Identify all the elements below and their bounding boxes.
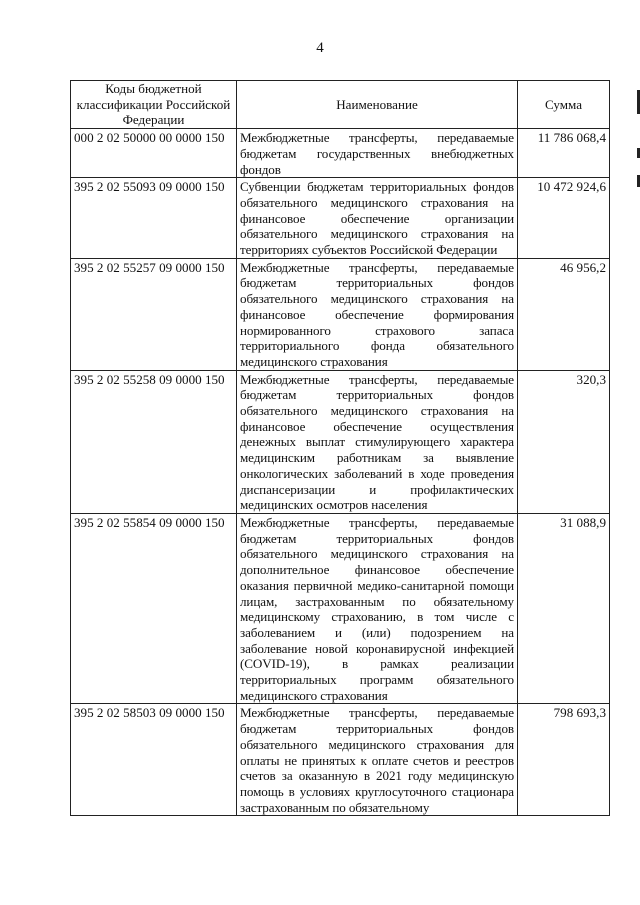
table-row <box>71 370 610 513</box>
table-row <box>71 513 610 703</box>
budget-table <box>70 80 610 816</box>
table-row <box>71 178 610 259</box>
table-row <box>71 704 610 816</box>
row-name: Межбюджетные трансферты, передаваемые бюджетам государственных внебюджетных фондов <box>237 129 518 178</box>
row-sum: 46 956,2 <box>518 258 610 370</box>
row-sum: 11 786 068,4 <box>518 129 610 178</box>
row-name: Межбюджетные трансферты, передаваемые бюджетам территориальных фондов обязательного медицинского страхования на дополнительное финансовое обеспечение оказания первичной медико-санитарной помощи лицам, застрахованным по обязательному медицинскому страхованию, в том числе с заболеванием и (или) подозрением на заболевание новой коронавирусной инфекцией (COVID-19), в рамках реализации территориальных программ обязательного медицинского страхования <box>237 513 518 703</box>
header-code: Коды бюджетной классификации Российской Федерации <box>71 81 237 129</box>
row-sum: 320,3 <box>518 370 610 513</box>
header-sum: Сумма <box>518 81 610 129</box>
page-number: 4 <box>316 40 324 56</box>
table-header-row <box>71 81 610 129</box>
row-name: Межбюджетные трансферты, передаваемые бюджетам территориальных фондов обязательного медицинского страхования на финансовое обеспечение формирования нормированного страхового запаса территориального фонда обязательного медицинского страхования <box>237 258 518 370</box>
table-row <box>71 129 610 178</box>
row-sum: 31 088,9 <box>518 513 610 703</box>
row-code: 395 2 02 55257 09 0000 150 <box>71 258 237 370</box>
row-code: 000 2 02 50000 00 0000 150 <box>71 129 237 178</box>
row-sum: 798 693,3 <box>518 704 610 816</box>
header-name: Наименование <box>237 81 518 129</box>
row-name: Межбюджетные трансферты, передаваемые бюджетам территориальных фондов обязательного медицинского страхования на финансовое обеспечение осуществления денежных выплат стимулирующего характера медицинским работникам за выявление онкологических заболеваний в ходе проведения диспансеризации и профилактических медицинских осмотров населения <box>237 370 518 513</box>
row-name: Субвенции бюджетам территориальных фондов обязательного медицинского страхования на финансовое обеспечение организации обязательного медицинского страхования на территориях субъектов Российской Федерации <box>237 178 518 259</box>
row-code: 395 2 02 55258 09 0000 150 <box>71 370 237 513</box>
row-code: 395 2 02 55093 09 0000 150 <box>71 178 237 259</box>
row-code: 395 2 02 58503 09 0000 150 <box>71 704 237 816</box>
table-row <box>71 258 610 370</box>
row-code: 395 2 02 55854 09 0000 150 <box>71 513 237 703</box>
row-name: Межбюджетные трансферты, передаваемые бюджетам территориальных фондов обязательного медицинского страхования для оплаты не принятых к оплате счетов и реестров счетов за оказанную в 2021 году медицинскую помощь в условиях круглосуточного стационара застрахованным по обязательному <box>237 704 518 816</box>
row-sum: 10 472 924,6 <box>518 178 610 259</box>
